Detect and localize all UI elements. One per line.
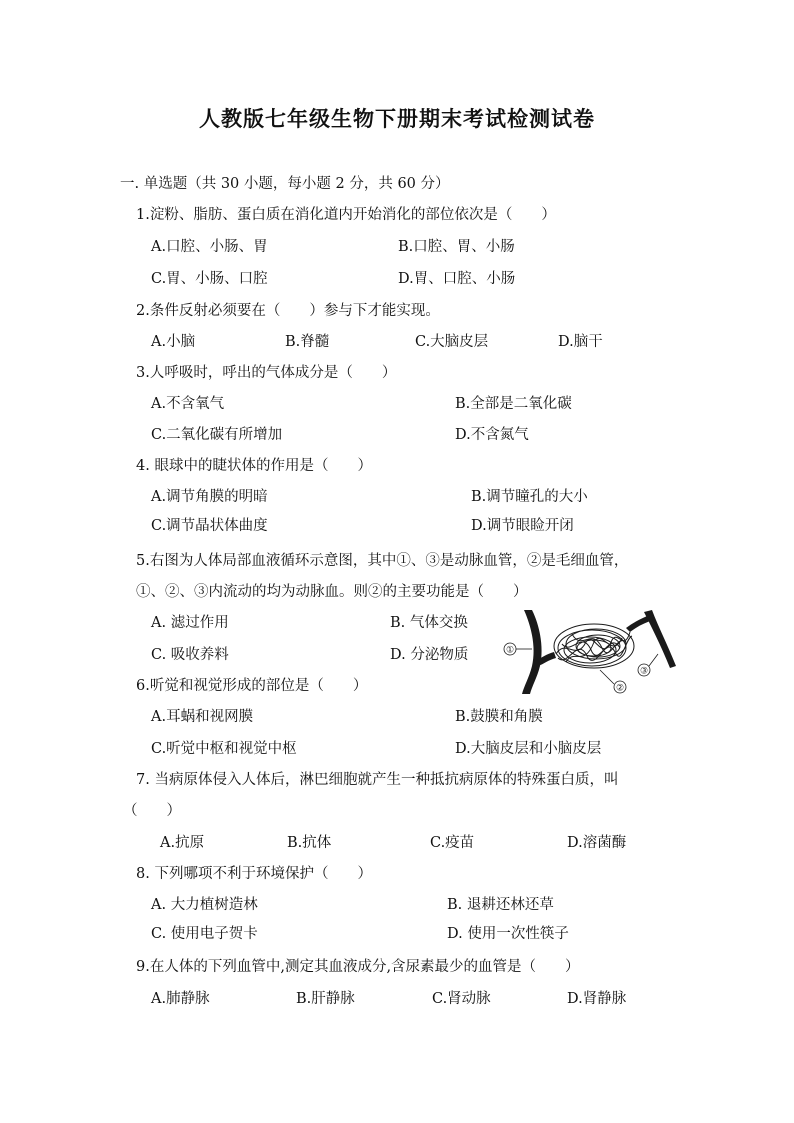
question-1-option-a[interactable]: A.口腔、小肠、胃 [151, 239, 268, 255]
question-9-option-c[interactable]: C.肾动脉 [432, 991, 491, 1007]
question-5-option-c[interactable]: C. 吸收养料 [151, 647, 229, 663]
diagram-label-3: ③ [639, 666, 649, 677]
question-9-option-a[interactable]: A.肺静脉 [151, 991, 210, 1007]
question-6-option-c[interactable]: C.听觉中枢和视觉中枢 [151, 741, 297, 757]
section-heading: 一. 单选题（共 30 小题，每小题 2 分，共 60 分） [120, 176, 450, 192]
question-2-option-a[interactable]: A.小脑 [151, 334, 196, 350]
diagram-label-1: ① [505, 645, 515, 656]
question-8-option-d[interactable]: D. 使用一次性筷子 [447, 926, 569, 942]
question-7-option-b[interactable]: B.抗体 [287, 835, 332, 851]
question-4-option-c[interactable]: C.调节晶状体曲度 [151, 518, 268, 534]
page-title: 人教版七年级生物下册期末考试检测试卷 [199, 106, 595, 131]
question-3-stem: 3.人呼吸时，呼出的气体成分是（ ） [136, 365, 397, 381]
question-5-option-b[interactable]: B. 气体交换 [390, 615, 468, 631]
question-7-option-c[interactable]: C.疫苗 [430, 835, 475, 851]
question-3-option-d[interactable]: D.不含氮气 [455, 427, 529, 443]
question-9-option-b[interactable]: B.肝静脉 [296, 991, 355, 1007]
question-2-stem: 2.条件反射必须要在（ ）参与下才能实现。 [136, 303, 440, 319]
question-5-stem-line-1: 5.右图为人体局部血液循环示意图，其中①、③是动脉血管，②是毛细血管， [136, 553, 629, 569]
question-7-stem-line-2: （ ） [123, 803, 181, 819]
question-2-option-b[interactable]: B.脊髓 [285, 334, 330, 350]
diagram-label-2: ② [615, 683, 625, 694]
question-3-option-a[interactable]: A.不含氧气 [151, 396, 225, 412]
question-9-stem: 9.在人体的下列血管中,测定其血液成分,含尿素最少的血管是（ ） [136, 959, 580, 975]
question-8-stem: 8. 下列哪项不利于环境保护（ ） [136, 866, 372, 882]
question-2-option-c[interactable]: C.大脑皮层 [415, 334, 489, 350]
question-2-option-d[interactable]: D.脑干 [558, 334, 603, 350]
question-6-option-a[interactable]: A.耳蜗和视网膜 [151, 709, 254, 725]
question-1-option-b[interactable]: B.口腔、胃、小肠 [398, 239, 515, 255]
question-3-option-c[interactable]: C.二氧化碳有所增加 [151, 427, 283, 443]
question-8-option-b[interactable]: B. 退耕还林还草 [447, 897, 554, 913]
question-1-stem: 1.淀粉、脂肪、蛋白质在消化道内开始消化的部位依次是（ ） [136, 207, 556, 223]
question-6-option-d[interactable]: D.大脑皮层和小脑皮层 [455, 741, 602, 757]
blood-circulation-diagram [502, 608, 682, 694]
question-4-stem: 4. 眼球中的睫状体的作用是（ ） [136, 458, 372, 474]
question-4-option-b[interactable]: B.调节瞳孔的大小 [471, 489, 588, 505]
question-4-option-a[interactable]: A.调节角膜的明暗 [151, 489, 268, 505]
question-8-option-a[interactable]: A. 大力植树造林 [151, 897, 258, 913]
question-1-option-c[interactable]: C.胃、小肠、口腔 [151, 271, 268, 287]
question-8-option-c[interactable]: C. 使用电子贺卡 [151, 926, 258, 942]
question-5-option-a[interactable]: A. 滤过作用 [151, 615, 229, 631]
question-7-option-a[interactable]: A.抗原 [160, 835, 205, 851]
question-6-stem: 6.听觉和视觉形成的部位是（ ） [136, 678, 368, 694]
question-9-option-d[interactable]: D.肾静脉 [567, 991, 627, 1007]
question-7-stem-line-1: 7. 当病原体侵入人体后，淋巴细胞就产生一种抵抗病原体的特殊蛋白质，叫 [136, 772, 619, 788]
question-4-option-d[interactable]: D.调节眼睑开闭 [471, 518, 574, 534]
question-7-option-d[interactable]: D.溶菌酶 [567, 835, 627, 851]
question-3-option-b[interactable]: B.全部是二氧化碳 [455, 396, 572, 412]
question-5-stem-line-2: ①、②、③内流动的均为动脉血。则②的主要功能是（ ） [136, 584, 528, 600]
question-6-option-b[interactable]: B.鼓膜和角膜 [455, 709, 543, 725]
question-1-option-d[interactable]: D.胃、口腔、小肠 [398, 271, 516, 287]
question-5-option-d[interactable]: D. 分泌物质 [390, 647, 469, 663]
